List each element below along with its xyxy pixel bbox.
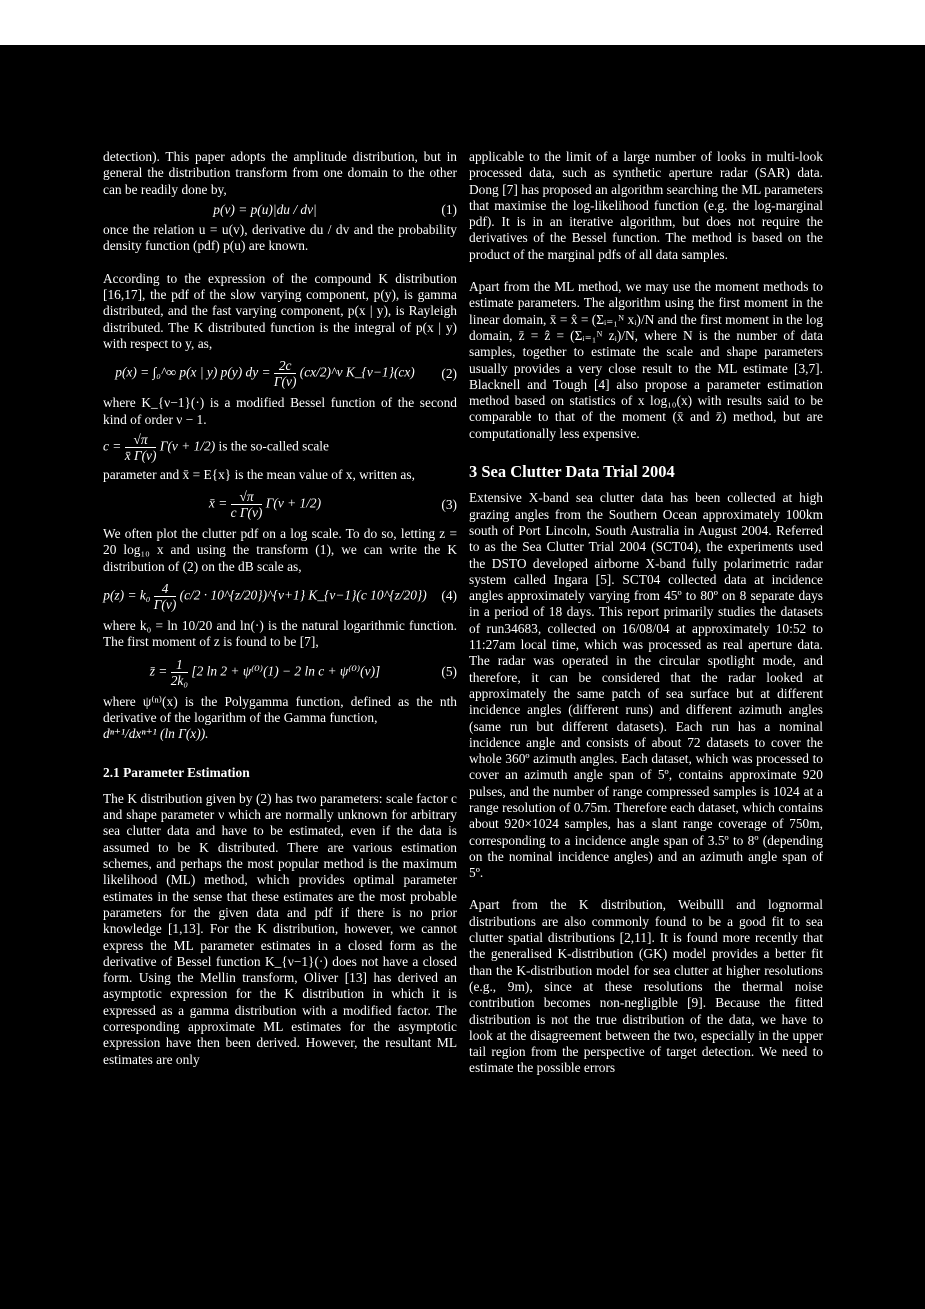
left-paragraph-9: The K distribution given by (2) has two parameters: scale factor c and shape parameter ν which are normally unknown for arbitrary sea clutter data and have to be estimated, even if the data is assumed to be K distributed. There are various estimation schemes, and perhaps the most popular method is the maximum likelihood (ML) method, which provides optimal parameter estimates in the sense that these estimates are the most probable parameters for the given data and pdf if there is no prior knowledge [1,13]. For the K distribution, however, we cannot express the ML parameter estimates in a closed form as the derivative of Bessel function K_{ν−1}(·) does not have a closed form. Using the Mellin transform, Oliver [13] has derived an asymptotic expression for the K distribution in which it is expressed as a gamma distribution with a modified factor. The corresponding approximate ML estimates for the asymptotic expression have then been derived. However, the resultant ML estimates are only — [103, 790, 457, 1067]
left-column — [103, 149, 457, 1068]
left-paragraph-7: where k₀ = ln 10/20 and ln(·) is the natural logarithmic function. The first moment of z is found to be [7], — [103, 618, 457, 650]
equation-c-trailing-text: is the so-called scale — [218, 438, 329, 454]
equation-c-fraction — [125, 432, 157, 463]
equation-5-number: (5) — [441, 663, 457, 679]
equation-5-body — [103, 657, 427, 688]
equation-4-number: (4) — [441, 588, 457, 604]
equation-3-body — [103, 489, 427, 520]
right-paragraph-1: applicable to the limit of a large number of looks in multi-look processed data, such as synthetic aperture radar (SAR) data. Dong [7] has proposed an algorithm searching the ML parameters that maximise the log-likelihood function (e.g. the log-marginal pdf). It is in an iterative algorithm, but does not require the derivatives of the Bessel function. The method is based on the product of the marginal pdfs of all data samples. — [469, 149, 823, 262]
left-paragraph-8: where ψ⁽ⁿ⁾(x) is the Polygamma function, defined as the nth derivative of the logarithm of the Gamma function, — [103, 693, 457, 725]
equation-c — [103, 432, 457, 463]
equation-2-fraction — [274, 358, 296, 389]
section-heading-3: 3 Sea Clutter Data Trial 2004 — [469, 462, 675, 482]
top-white-band — [0, 0, 925, 45]
left-paragraph-4: where K_{ν−1}(·) is a modified Bessel function of the second kind of order ν − 1. — [103, 395, 457, 427]
equation-4-denominator: Γ(ν) — [153, 597, 177, 613]
left-paragraph-1: detection). This paper adopts the amplitude distribution, but in general the distribution transform from one domain to the other can be readily done by, — [103, 149, 457, 197]
equation-3-rhs: Γ(ν + 1/2) — [265, 495, 322, 511]
equation-2-lhs: p(x) = ∫₀^∞ p(x | y) p(y) dy = — [115, 364, 271, 380]
equation-1 — [103, 202, 457, 218]
document-page — [0, 45, 925, 1309]
right-paragraph-2: Apart from the ML method, we may use the moment methods to estimate parameters. The algorithm using the first moment in the linear domain, x̄ = x̂ = (Σᵢ₌₁ᴺ xᵢ)/N and the first moment in the log domain, z̄ = ẑ = (Σᵢ₌₁ᴺ zᵢ)/N, where N is the number of data samples, together to estimate the scale and shape parameters usually provides a very close result to the ML estimate [3,7]. Blacknell and Tough [4] also propose a parameter estimation method based on statistics of x log₁₀(x) with results said to be comparable to that of the moment (x̄ and z̄) method, but are computationally less expensive. — [469, 279, 823, 441]
left-paragraph-6: We often plot the clutter pdf on a log scale. To do so, letting z = 20 log₁₀ x and using the transform (1), we can write the K distribution of (2) on the dB scale as, — [103, 526, 457, 574]
equation-c-lhs: c = — [103, 438, 122, 454]
equation-5-denominator: 2k₀ — [170, 672, 189, 688]
equation-c-rhs: Γ(ν + 1/2) — [159, 438, 216, 454]
equation-5-numerator: 1 — [171, 657, 188, 673]
equation-3-number: (3) — [441, 496, 457, 512]
equation-2 — [103, 358, 457, 389]
equation-1-body: p(v) = p(u)|du / dv| — [213, 201, 317, 217]
equation-5-fraction — [171, 657, 188, 688]
right-paragraph-4: Apart from the K distribution, Weibulll and lognormal distributions are also commonly found to be a good fit to sea clutter spatial distributions [2,11]. It is found more recently that the generalised K-distribution (GK) model provides a better fit than the K-distribution model for sea clutter at higher resolutions (e.g., 9m), since at these resolutions the thermal noise contribution becomes non-negligible [9]. Because the fitted distribution is not the true distribution of the data, we have to look at the disagreement between the two, especially in the upper tail region from the perspective of target detection. We need to estimate the possible errors — [469, 897, 823, 1076]
equation-4-lhs: p(z) = k₀ — [103, 587, 151, 603]
equation-2-denominator: Γ(ν) — [273, 374, 297, 390]
equation-2-rhs: (cx/2)^ν K_{ν−1}(cx) — [299, 364, 415, 380]
equation-6: dⁿ⁺¹/dxⁿ⁺¹ (ln Γ(x)). — [103, 726, 209, 742]
equation-3-numerator: √π — [231, 489, 263, 505]
right-paragraph-3: Extensive X-band sea clutter data has been collected at high grazing angles from the Southern Ocean approximately 100km south of Port Lincoln, South Australia in August 2004. Referred to as the Sea Clutter Trial 2004 (SCT04), the experiments used the DSTO developed airborne X-band fully polarimetric radar system called Ingara [5]. SCT04 collected data at incidence angles approximately varying from 45º to 80º on 8 separate days in a period of 18 days. This report primarily studies the datasets of run34683, collected on 16/08/04 at approximately 10:52 to 11:27am local time, which was processed as real aperture data. The radar was operated in the circular spotlight mode, and therefore, it can be considered that the radar looked at approximately the same patch of sea surface but at different incidence angles (different runs) and different azimuth angles (same run but different datasets). Each run has a nominal incidence angle and consists of about 72 datasets to cover the whole 360º azimuth angles. Each dataset, which was processed to cover an azimuth angle span of 5º, contains approximate 920 pulses, and the number of range compressed samples is 1024 at a range resolution of 0.75m. Therefore each dataset, which contains about 920×1024 samples, has a slant range coverage of 750m, corresponding to a incidence angle span of 3.5º to 8º (depending on the nominal incidence angles) and an azimuth angle span of 5º. — [469, 490, 823, 881]
equation-4 — [103, 581, 457, 612]
equation-c-body — [103, 432, 457, 463]
equation-3-denominator: c Γ(ν) — [230, 505, 263, 521]
equation-5-rhs: [2 ln 2 + ψ⁽⁰⁾(1) − 2 ln c + ψ⁽⁰⁾(ν)] — [191, 663, 381, 679]
equation-2-numerator: 2c — [274, 358, 296, 374]
equation-4-numerator: 4 — [154, 581, 176, 597]
equation-c-numerator: √π — [125, 432, 157, 448]
equation-3-lhs: x̄ = — [208, 495, 228, 511]
equation-3-fraction — [231, 489, 263, 520]
equation-4-fraction — [154, 581, 176, 612]
equation-4-body — [103, 581, 427, 612]
left-paragraph-5: parameter and x̄ = E{x} is the mean value of x, written as, — [103, 466, 415, 482]
left-paragraph-3: According to the expression of the compound K distribution [16,17], the pdf of the slow varying component, p(y), is gamma distributed, and the fast varying component, p(x | y), is Rayleigh distributed. The K distributed function is the integral of p(x | y) with respect to y, as, — [103, 270, 457, 351]
equation-2-number: (2) — [441, 365, 457, 381]
equation-5-lhs: z̄ = — [149, 663, 168, 679]
equation-1-number: (1) — [441, 201, 457, 217]
equation-5 — [103, 657, 457, 688]
equation-3 — [103, 489, 457, 520]
equation-c-denominator: x̄ Γ(ν) — [124, 447, 157, 463]
equation-2-body — [103, 358, 427, 389]
left-paragraph-2: once the relation u = u(v), derivative du / dv and the probability density function (pdf) p(u) are known. — [103, 222, 457, 254]
section-heading-2-1: 2.1 Parameter Estimation — [103, 764, 250, 780]
equation-4-rhs: (c/2 · 10^{z/20})^{ν+1} K_{ν−1}(c 10^{z/20}) — [179, 587, 427, 603]
right-column — [469, 149, 823, 1077]
